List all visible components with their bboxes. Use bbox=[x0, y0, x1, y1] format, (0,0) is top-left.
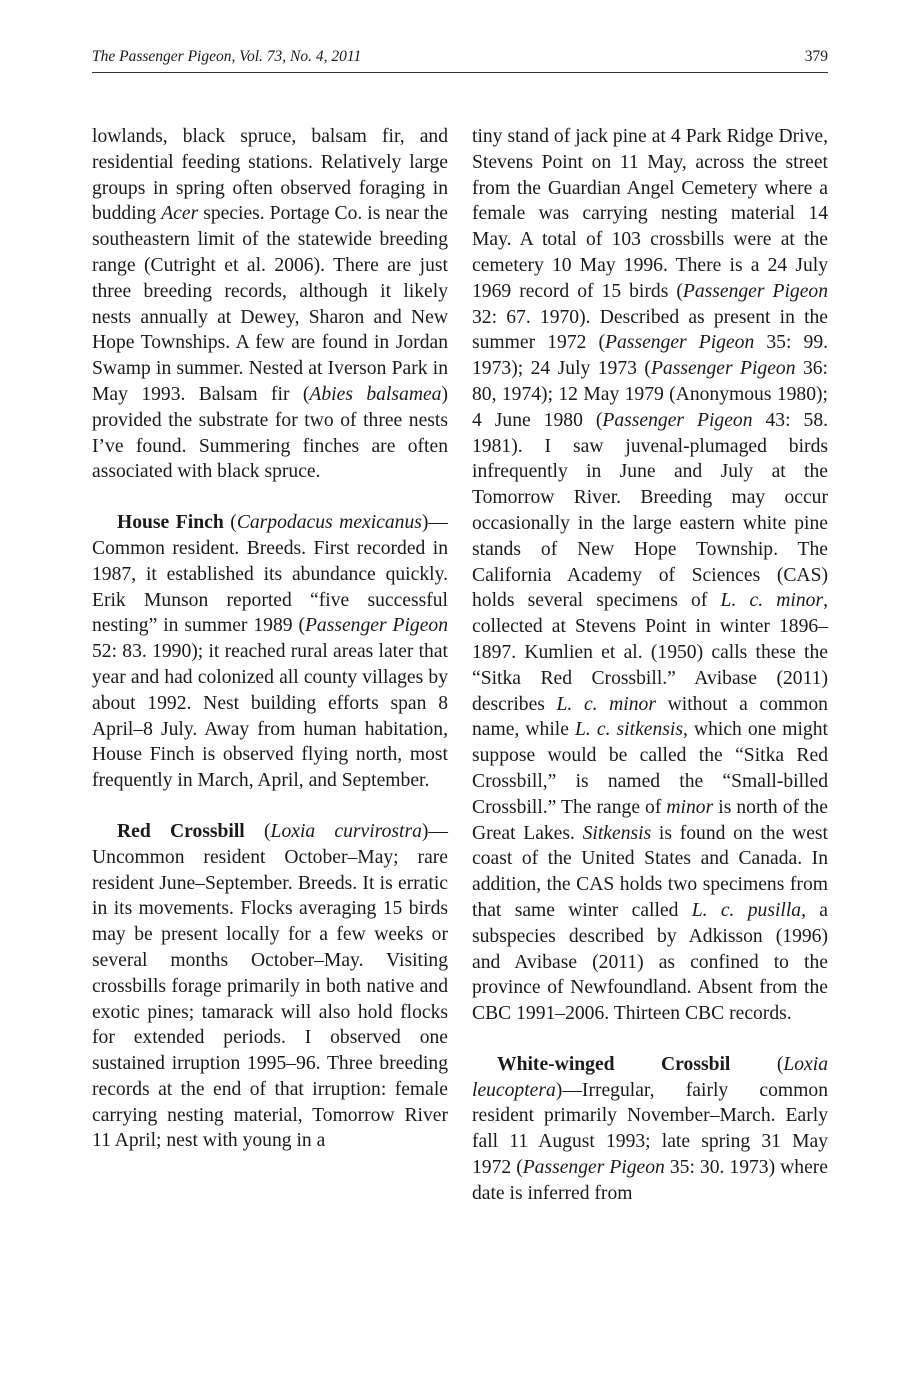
text-run: species. Portage Co. is near the southeastern limit of the statewide breeding range (Cutright et al. 2006). There are just three breeding records, although it likely nests annually at Dewey, Sharon and New Hope Townships. A few are found in Jordan Swamp in summer. Nested at Iverson Park in May 1993. Balsam fir ( bbox=[92, 203, 448, 405]
paragraph-red-crossbill bbox=[92, 819, 448, 1154]
text-run: ( bbox=[730, 1053, 784, 1075]
subspecies-name: Sitkensis bbox=[582, 822, 652, 844]
citation-journal: Passenger Pigeon bbox=[522, 1157, 665, 1179]
subspecies-name: L. c. sitkensis bbox=[575, 719, 683, 741]
text-run: 52: 83. 1990); it reached rural areas later that year and had colonized all county villages by about 1992. Nest building efforts span 8 April–8 July. Away from human habitation, House Finch is observed flying north, most frequently in March, April, and September. bbox=[92, 641, 448, 792]
subspecies-name: L. c. minor bbox=[556, 693, 656, 715]
text-run: is north of the Great Lakes. bbox=[472, 796, 829, 844]
latin-name-red-crossbill: Loxia curvirostra bbox=[270, 820, 422, 842]
text-run: tiny stand of jack pine at 4 Park Ridge Drive, Stevens Point on 11 May, across the street from the Guardian Angel Cemetery where a female was carrying nesting material 14 May. A total of 103 crossbills were at the cemetery 10 May 1996. There is a 24 July 1969 record of 15 birds ( bbox=[472, 126, 828, 302]
citation-journal: Passenger Pigeon bbox=[682, 280, 828, 302]
text-run: , collected at Stevens Point in winter 1896–1897. Kumlien et al. (1950) calls these the “Sitka Red Crossbill.” Avibase (2011) describes bbox=[472, 590, 828, 715]
text-run: ) provided the substrate for two of three nests I’ve found. Summering finches are often associated with black spruce. bbox=[92, 383, 448, 483]
text-run: 36: 80, 1974); 12 May 1979 (Anonymous 1980); 4 June 1980 ( bbox=[472, 358, 829, 431]
running-head bbox=[92, 48, 828, 73]
genus-acer: Acer bbox=[161, 203, 199, 225]
paragraph-white-winged-crossbill bbox=[472, 1052, 828, 1207]
paragraph-house-finch bbox=[92, 510, 448, 794]
journal-title: The Passenger Pigeon, Vol. 73, No. 4, 2011 bbox=[92, 48, 362, 65]
page-number: 379 bbox=[804, 48, 828, 65]
citation-journal: Passenger Pigeon bbox=[304, 615, 448, 637]
citation-journal: Passenger Pigeon bbox=[650, 358, 796, 380]
text-run: 35: 30. 1973) where date is inferred from bbox=[472, 1157, 828, 1204]
subspecies-name: L. c. minor bbox=[720, 590, 824, 612]
text-run: ( bbox=[244, 820, 271, 842]
text-run: , a subspecies described by Adkisson (1996) and Avibase (2011) as confined to the province of Newfoundland. Absent from the CBC 1991–2006. Thirteen CBC records. bbox=[472, 899, 828, 1025]
subspecies-name: minor bbox=[666, 796, 714, 818]
citation-journal: Passenger Pigeon bbox=[602, 409, 753, 431]
text-run: )—Uncommon resident October–May; rare resident June–September. Breeds. It is erratic in its movements. Flocks averaging 15 birds may be present locally for a few weeks or several months October–May. Visiting crossbills forage primarily in both native and exotic pines; tamarack will also hold flocks for extended periods. I observed one sustained irruption 1995–96. Three breeding records at the end of that irruption: female carrying nesting material, Tomorrow River 11 April; nest with young in a bbox=[92, 820, 448, 1152]
text-run: , which one might suppose would be called the “Sitka Red Crossbill,” is named the “Small-billed Crossbill.” The range of bbox=[472, 719, 828, 818]
text-run: 32: 67. 1970). Described as present in the summer 1972 ( bbox=[472, 306, 828, 354]
latin-name-house-finch: Carpodacus mexicanus bbox=[236, 512, 422, 534]
right-column bbox=[472, 124, 828, 1207]
paragraph-pine-grosbeak-continued bbox=[92, 124, 448, 485]
species-name-white-winged-crossbill: White-winged Crossbil bbox=[497, 1053, 731, 1075]
left-column bbox=[92, 124, 448, 1154]
subspecies-name: L. c. pusilla bbox=[691, 899, 802, 921]
text-run: )—Irregular, fairly common resident primarily November–March. Early fall 11 August 1993; late spring 31 May 1972 ( bbox=[472, 1079, 828, 1179]
text-run: 43: 58. 1981). I saw juvenal-plumaged birds infrequently in June and July at the Tomorrow River. Breeding may occur occasionally in the large eastern white pine stands of New Hope Township. The California Academy of Sciences (CAS) holds several specimens of bbox=[472, 409, 829, 612]
text-run: without a common name, while bbox=[472, 693, 828, 741]
text-run: is found on the west coast of the United States and Canada. In addition, the CAS holds two specimens from that same winter called bbox=[472, 822, 828, 921]
species-name-house-finch: House Finch bbox=[117, 512, 224, 534]
latin-abies-balsamea: Abies balsamea bbox=[309, 383, 442, 405]
text-run: lowlands, black spruce, balsam fir, and residential feeding stations. Relatively large groups in spring often observed foraging in budding bbox=[92, 126, 448, 225]
text-run: ( bbox=[223, 512, 237, 534]
text-run: 35: 99. 1973); 24 July 1973 ( bbox=[472, 332, 829, 380]
paragraph-red-crossbill-continued bbox=[472, 124, 828, 1027]
citation-journal: Passenger Pigeon bbox=[605, 332, 755, 354]
species-name-red-crossbill: Red Crossbill bbox=[117, 820, 245, 842]
text-run: )—Common resident. Breeds. First recorded in 1987, it established its abundance quickly. Erik Munson reported “five successful nesting” in summer 1989 ( bbox=[92, 512, 448, 637]
latin-name-white-winged-crossbill: Loxia leucoptera bbox=[472, 1053, 828, 1101]
